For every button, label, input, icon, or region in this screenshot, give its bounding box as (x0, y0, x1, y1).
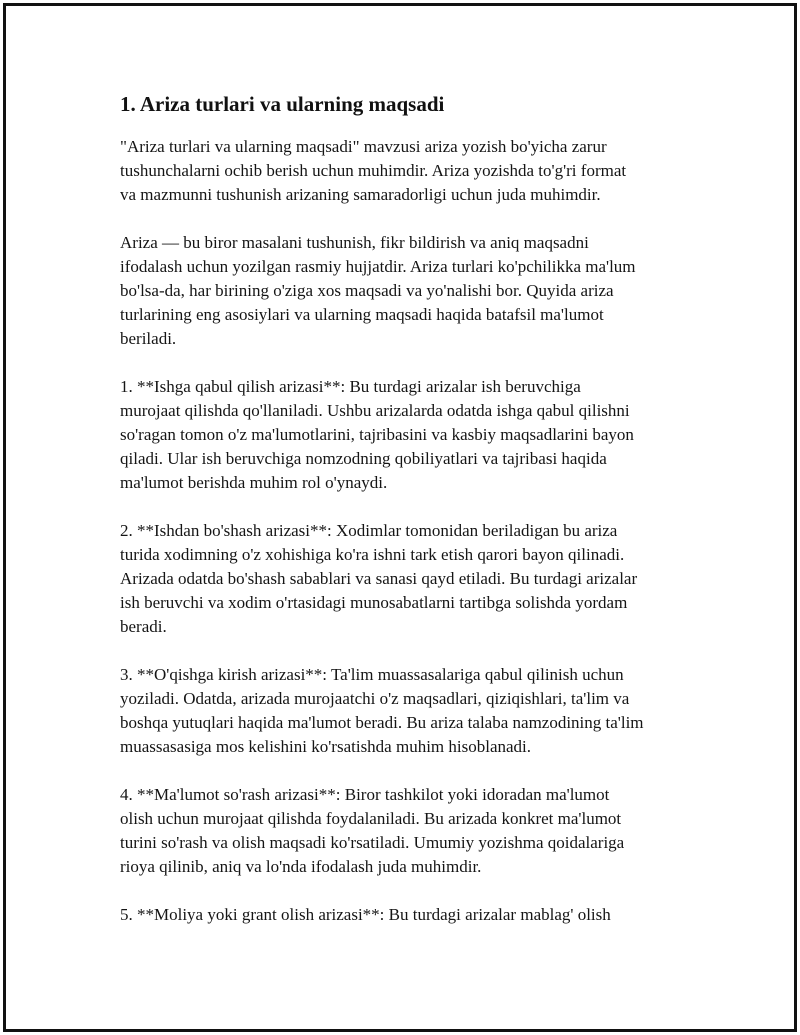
page-frame (3, 3, 797, 1032)
list-item-paragraph: 2. **Ishdan bo'shash arizasi**: Xodimlar tomonidan beriladigan bu ariza turida xodimning o'z xohishiga ko'ra ishni tark etish qarori bayon qilinadi. Arizada odatda bo'shash sabablari va sanasi qayd etiladi. Bu turdagi arizalar ish beruvchi va xodim o'rtasidagi munosabatlarni tartibga solishda yordam beradi. (120, 521, 638, 637)
document-body (120, 92, 700, 951)
list-item-paragraph: 1. **Ishga qabul qilish arizasi**: Bu turdagi arizalar ish beruvchiga murojaat qilishda qo'llaniladi. Ushbu arizalarda odatda ishga qabul qilishni so'ragan tomon o'z ma'lumotlarini, tajribasini va kasbiy maqsadlarini bayon qiladi. Ular ish beruvchiga nomzodning qobiliyatlari va tajribasi haqida ma'lumot berishda muhim rol o'ynaydi. (120, 377, 634, 493)
list-item-paragraph: 4. **Ma'lumot so'rash arizasi**: Biror tashkilot yoki idoradan ma'lumot olish uchun murojaat qilishda foydalaniladi. Bu arizada konkret ma'lumot turini so'rash va olish maqsadi ko'rsatiladi. Umumiy yozishma qoidalariga rioya qilinib, aniq va lo'nda ifodalash juda muhimdir. (120, 785, 625, 877)
intro-paragraph: "Ariza turlari va ularning maqsadi" mavzusi ariza yozish bo'yicha zarur tushunchalarni ochib berish uchun muhimdir. Ariza yozishda to'g'ri format va mazmunni tushunish arizaning samaradorligi uchun juda muhimdir. (120, 137, 627, 205)
list-item-paragraph: 3. **O'qishga kirish arizasi**: Ta'lim muassasalariga qabul qilinish uchun yoziladi. Odatda, arizada murojaatchi o'z maqsadlari, qiziqishlari, ta'lim va boshqa yutuqlari haqida ma'lumot beradi. Bu ariza talaba namzodining ta'lim muassasasiga mos kelishini ko'rsatishda muhim hisoblanadi. (120, 665, 644, 757)
section-heading: 1. Ariza turlari va ularning maqsadi (120, 92, 445, 116)
definition-paragraph: Ariza — bu biror masalani tushunish, fikr bildirish va aniq maqsadni ifodalash uchun yozilgan rasmiy hujjatdir. Ariza turlari ko'pchilikka ma'lum bo'lsa-da, har birining o'ziga xos maqsadi va yo'nalishi bor. Quyida ariza turlarining eng asosiylari va ularning maqsadi haqida batafsil ma'lumot beriladi. (120, 233, 636, 349)
list-item-paragraph: 5. **Moliya yoki grant olish arizasi**: Bu turdagi arizalar mablag' olish (120, 905, 611, 925)
